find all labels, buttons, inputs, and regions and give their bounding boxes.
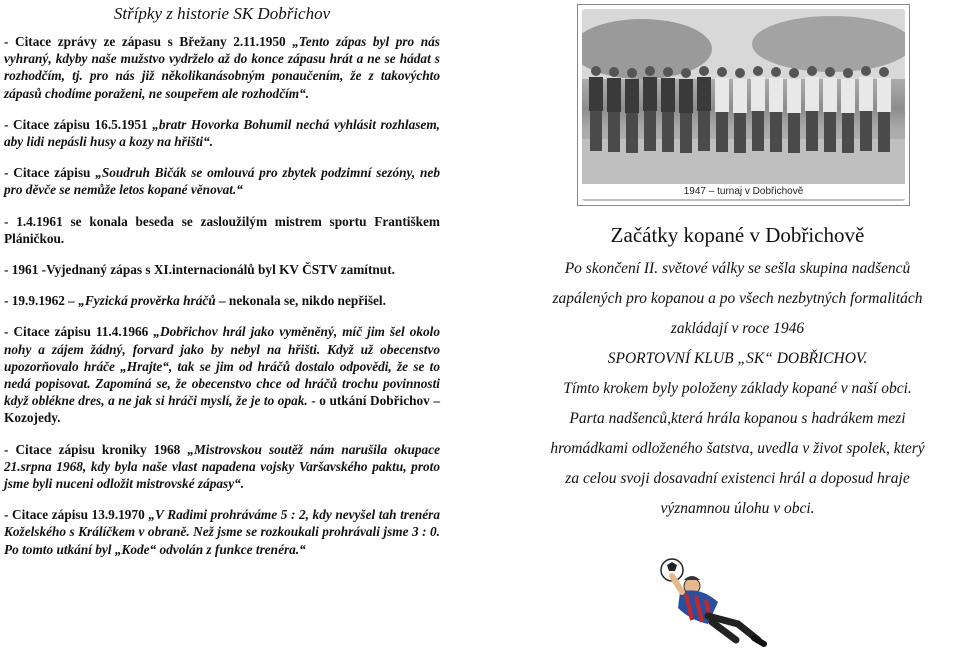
section-heading: Začátky kopané v Dobřichově [610,223,865,247]
player-figure [733,68,747,153]
history-text [515,254,960,524]
player-figure [877,67,891,152]
goalkeeper-illustration [650,556,770,651]
quote-lead: - Citace zápisu kroniky 1968 [4,441,188,457]
quote-paragraph [4,33,440,102]
player-figure [859,66,873,151]
page-title: Střípky z historie SK Dobřichov [113,4,331,23]
quote-tail: nekonala se, nikdo nepřišel. [225,293,386,309]
photo-caption: 1947 – turnaj v Dobřichově [582,184,905,199]
quote-list [4,33,440,558]
quote-paragraph [4,323,440,426]
history-line: hromádkami odloženého šatstva, uvedla v život spolek, který [550,440,925,457]
team-photo-frame [577,4,910,206]
history-line: za celou svoji dosavadní existenci hrál a doposud hraje [565,470,910,487]
player-figure [751,66,765,151]
quote-lead: - 1961 -Vyjednaný zápas s XI.internacionálů byl KV ČSTV zamítnut. [4,262,395,278]
history-line: významnou úlohu v obci. [660,500,815,517]
player-figure [661,67,675,152]
player-figure [841,68,855,153]
quote-text: „Mistrovskou soutěž nám narušila okupace 21.srpna 1968, kdy byla naše vlast napadena vojsky Varšavského paktu, proto jsme byli nuceni odložit mistrovské zápasy“. [4,441,441,492]
history-line: zakládají v roce 1946 [670,320,805,337]
quote-paragraph [4,261,440,278]
quote-paragraph [4,116,440,150]
player-figure [769,67,783,152]
quote-lead: - Citace zápisu 16.5.1951 [4,116,153,132]
player-figure [625,68,639,153]
player-figure [823,67,837,152]
history-line: Parta nadšenců,která hrála kopanou s hadrákem mezi [569,410,906,427]
team-photo [582,9,905,201]
quote-lead: - Citace zprávy ze zápasu s Břežany 2.11.1950 [4,34,293,49]
quote-lead: - 1.4.1961 se konala beseda se zasloužilým mistrem sportu Františkem Pláničkou. [4,213,440,246]
player-figure [805,66,819,151]
player-figure [697,66,711,151]
quote-text: „Dobřichov hrál jako vyměněný, míč jim šel okolo nohy a zájem žádný, forvard jako by nebyl na hřišti. Když už obecenstvo upozorňovalo hráče „Hrajte“, tak se jim od hráčů dostalo odpovědi, že se to nedá popisovat. Zapomíná se, že obecenstvo chce od hráčů trochu povinnosti když oblékne dres, a ne jak si hráči myslí, že je to opak. [4,324,440,409]
player-figure [787,68,801,153]
quote-tail: - o utkání Dobřichov – Kozojedy. [4,393,441,426]
quote-paragraph [4,506,440,558]
quote-text: – „Fyzická prověrka hráčů – [68,293,226,309]
quote-paragraph [4,292,440,309]
player-figure [643,66,657,151]
quote-lead: - Citace zápisu 13.9.1970 [4,507,149,523]
quote-paragraph [4,441,440,493]
player-figures [589,66,891,153]
left-column [4,4,440,572]
quote-lead: - Citace zápisu 11.4.1966 [4,324,154,340]
quote-text: „Soudruh Bičák se omlouvá pro zbytek podzimní sezóny, neb pro děvče se nemůže letos kopané věnovat.“ [4,165,440,198]
history-line: zapálených pro kopanou a po všech nezbytných formalitách [552,290,923,307]
player-figure [679,68,693,153]
quote-text: „Tento zápas byl pro nás vyhraný, kdyby naše mužstvo vydrželo až do konce zápasu hrát a ne se hádat s rozhodčím, tj. pro nás již několikanásobným ponaučením, že z takovýchto zápasů chodíme poraženi, ne soupeřem ale rozhodčím“. [4,34,440,101]
quote-lead: - 19.9.1962 [4,293,69,309]
player-figure [715,67,729,152]
player-figure [607,67,621,152]
quote-text: „V Radimi prohráváme 5 : 2, kdy nevyšel tah trenéra Koželského s Králíčkem v obraně. Než jsme se rozkoukali prohrávali jsme 3 : 0. Po tomto utkání byl „Kode“ odvolán z funkce trenéra.“ [4,507,440,557]
right-column [515,222,960,524]
team-photo-illustration [582,9,905,201]
player-figure [589,66,603,151]
quote-paragraph [4,213,440,247]
quote-paragraph [4,164,440,198]
history-line: Po skončení II. světové války se sešla skupina nadšenců [564,260,911,277]
history-line: SPORTOVNÍ KLUB „SK“ DOBŘICHOV. [607,350,868,367]
quote-text: „bratr Hovorka Bohumil nechá vyhlásit rozhlasem, aby lidi nepásli husy a kozy na hřišti“. [4,116,440,150]
history-line: Tímto krokem byly položeny základy kopané v naší obci. [563,380,912,397]
quote-lead: - Citace zápisu [4,165,96,181]
